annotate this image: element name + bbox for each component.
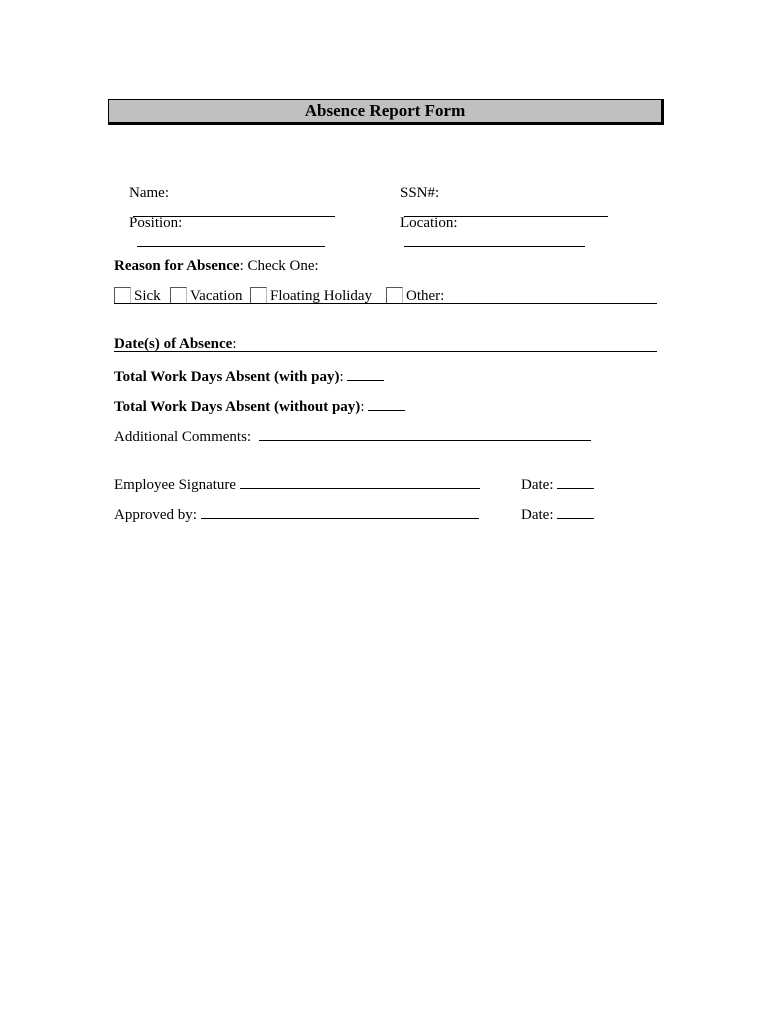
with-pay-row [114, 366, 384, 386]
approved-date-field[interactable] [557, 504, 594, 519]
comments-label: Additional Comments: [114, 429, 252, 445]
with-pay-colon: : [339, 369, 344, 385]
with-pay-field[interactable] [347, 366, 384, 381]
reason-rule [114, 303, 657, 304]
sick-checkbox[interactable] [114, 287, 131, 304]
other-field[interactable] [448, 287, 656, 304]
reason-suffix: : Check One: [239, 258, 319, 274]
without-pay-colon: : [360, 399, 365, 415]
signature-row [114, 474, 480, 494]
approved-label: Approved by: [114, 507, 197, 523]
with-pay-label: Total Work Days Absent (with pay) [114, 369, 340, 385]
dates-rule [114, 351, 657, 352]
approved-date-row [521, 504, 594, 524]
name-label: Name: [129, 185, 169, 201]
reason-heading [114, 257, 319, 275]
position-field[interactable] [137, 232, 325, 247]
ssn-label: SSN#: [400, 185, 440, 201]
location-label: Location: [400, 215, 458, 231]
approved-field[interactable] [201, 504, 479, 519]
signature-date-field[interactable] [557, 474, 594, 489]
signature-date-label: Date: [521, 477, 554, 493]
signature-field[interactable] [240, 474, 480, 489]
position-label: Position: [129, 215, 183, 231]
other-checkbox[interactable] [386, 287, 403, 304]
without-pay-label: Total Work Days Absent (without pay) [114, 399, 361, 415]
dates-colon: : [232, 336, 237, 352]
sick-label: Sick [134, 288, 161, 304]
comments-row [114, 426, 591, 446]
floating-holiday-label: Floating Holiday [270, 288, 373, 304]
floating-holiday-checkbox[interactable] [250, 287, 267, 304]
location-field[interactable] [404, 232, 585, 247]
dates-label: Date(s) of Absence [114, 336, 233, 352]
vacation-label: Vacation [190, 288, 243, 304]
location-row [385, 196, 585, 270]
without-pay-field[interactable] [368, 396, 405, 411]
signature-label: Employee Signature [114, 477, 237, 493]
dates-field[interactable] [244, 335, 656, 352]
signature-date-row [521, 474, 594, 494]
form-title: Absence Report Form [108, 99, 664, 125]
approved-date-label: Date: [521, 507, 554, 523]
reason-label: Reason for Absence [114, 258, 240, 274]
comments-field[interactable] [259, 426, 591, 441]
other-label: Other: [406, 288, 445, 304]
vacation-checkbox[interactable] [170, 287, 187, 304]
approved-row [114, 504, 479, 524]
without-pay-row [114, 396, 405, 416]
